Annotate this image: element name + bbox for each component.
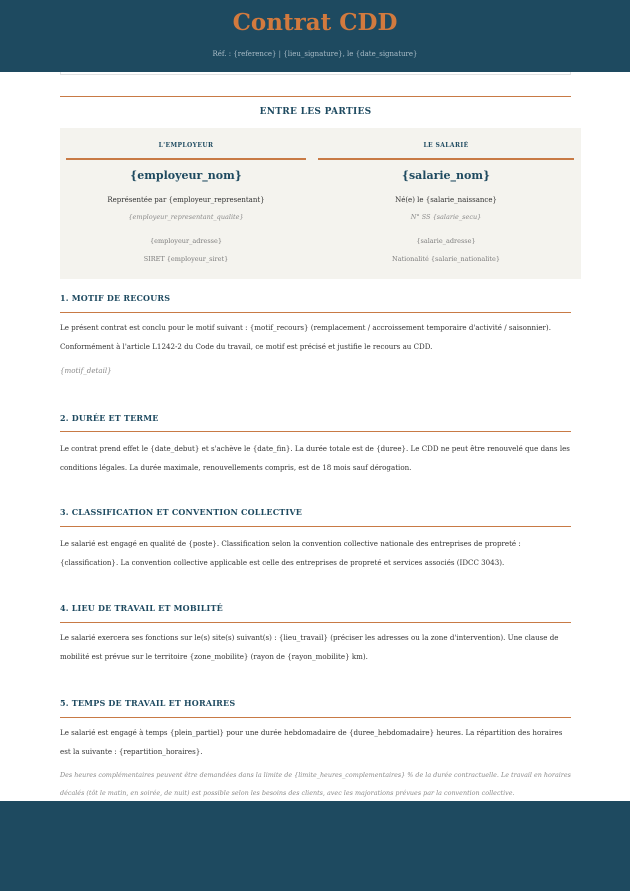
- section-text-temps: Le salarié est engagé à temps {plein_partiel} pour une durée hebdomadaire de {duree_hebdomadaire} heures. La répartition des horaires est la suivante : {repartition_horaires}.: [60, 728, 563, 756]
- section-rule: [60, 717, 571, 718]
- section-title-motif: 1. MOTIF DE RECOURS: [60, 293, 171, 303]
- section-title-lieu: 4. LIEU DE TRAVAIL ET MOBILITÉ: [60, 603, 223, 613]
- employer-name: {employeur_nom}: [130, 169, 242, 182]
- employee-label: LE SALARIÉ: [423, 142, 469, 149]
- employee-rule: [318, 158, 574, 160]
- section-rule: [60, 526, 571, 527]
- employer-address: {employeur_adresse}: [149, 237, 222, 245]
- header-underline: [60, 72, 571, 75]
- employer-rule: [66, 158, 306, 160]
- document-title: Contrat CDD: [232, 9, 398, 36]
- employee-birthdate: Né(e) le {salarie_naissance}: [395, 196, 497, 204]
- section-text-lieu: Le salarié exercera ses fonctions sur le(s) site(s) suivant(s) : {lieu_travail} (préciser les adresses ou la zone d'intervention). Une clause de mobilité est prévue sur le territoire {zone_mobilite} (rayon de {rayon_mobilite} km).: [60, 633, 559, 661]
- parties-title: ENTRE LES PARTIES: [259, 107, 372, 117]
- section-rule: [60, 622, 571, 623]
- employee-ssn: N° SS {salarie_secu}: [410, 213, 482, 221]
- page-footer-band: [0, 801, 630, 891]
- employer-siret: SIRET {employeur_siret}: [143, 255, 229, 263]
- employer-representative-quality: {employeur_representant_qualite}: [128, 213, 244, 221]
- reference-line: Réf. : {reference} | {lieu_signature}, le {date_signature}: [212, 50, 418, 58]
- section-title-classification: 3. CLASSIFICATION ET CONVENTION COLLECTIVE: [60, 507, 303, 517]
- section-note-temps: Des heures complémentaires peuvent être demandées dans la limite de {limite_heures_complementaires} % de la durée contractuelle. Le travail en horaires décalés (tôt le matin, en soirée, de nuit) est possible selon les besoins des clients, avec les majorations prévues par la convention collective.: [60, 771, 571, 797]
- section-rule: [60, 312, 571, 313]
- parties-divider: [60, 96, 571, 97]
- section-text-classification: Le salarié est engagé en qualité de {poste}. Classification selon la convention collective nationale des entreprises de propreté : {classification}. La convention collective applicable est celle des entreprises de propreté et services associés (IDCC 3043).: [60, 539, 521, 567]
- document-header: [0, 0, 630, 72]
- section-rule: [60, 431, 571, 432]
- section-text-motif: Le présent contrat est conclu pour le motif suivant : {motif_recours} (remplacement / accroissement temporaire d'activité / saisonnier). Conformément à l'article L1242-2 du Code du travail, ce motif est précisé et justifie le recours au CDD.: [60, 323, 551, 351]
- section-title-duree: 2. DURÉE ET TERME: [60, 413, 159, 423]
- employee-address: {salarie_adresse}: [416, 237, 476, 245]
- section-title-temps: 5. TEMPS DE TRAVAIL ET HORAIRES: [60, 698, 236, 708]
- employer-label: L'EMPLOYEUR: [158, 142, 214, 149]
- motif-detail: {motif_detail}: [60, 366, 112, 375]
- employee-name: {salarie_nom}: [401, 169, 491, 182]
- employer-representative: Représentée par {employeur_representant}: [107, 196, 265, 204]
- employee-nationality: Nationalité {salarie_nationalite}: [392, 255, 500, 263]
- section-text-duree: Le contrat prend effet le {date_debut} et s'achève le {date_fin}. La durée totale est de {duree}. Le CDD ne peut être renouvelé que dans les conditions légales. La durée maximale, renouvellements compris, est de 18 mois sauf dérogation.: [60, 444, 570, 472]
